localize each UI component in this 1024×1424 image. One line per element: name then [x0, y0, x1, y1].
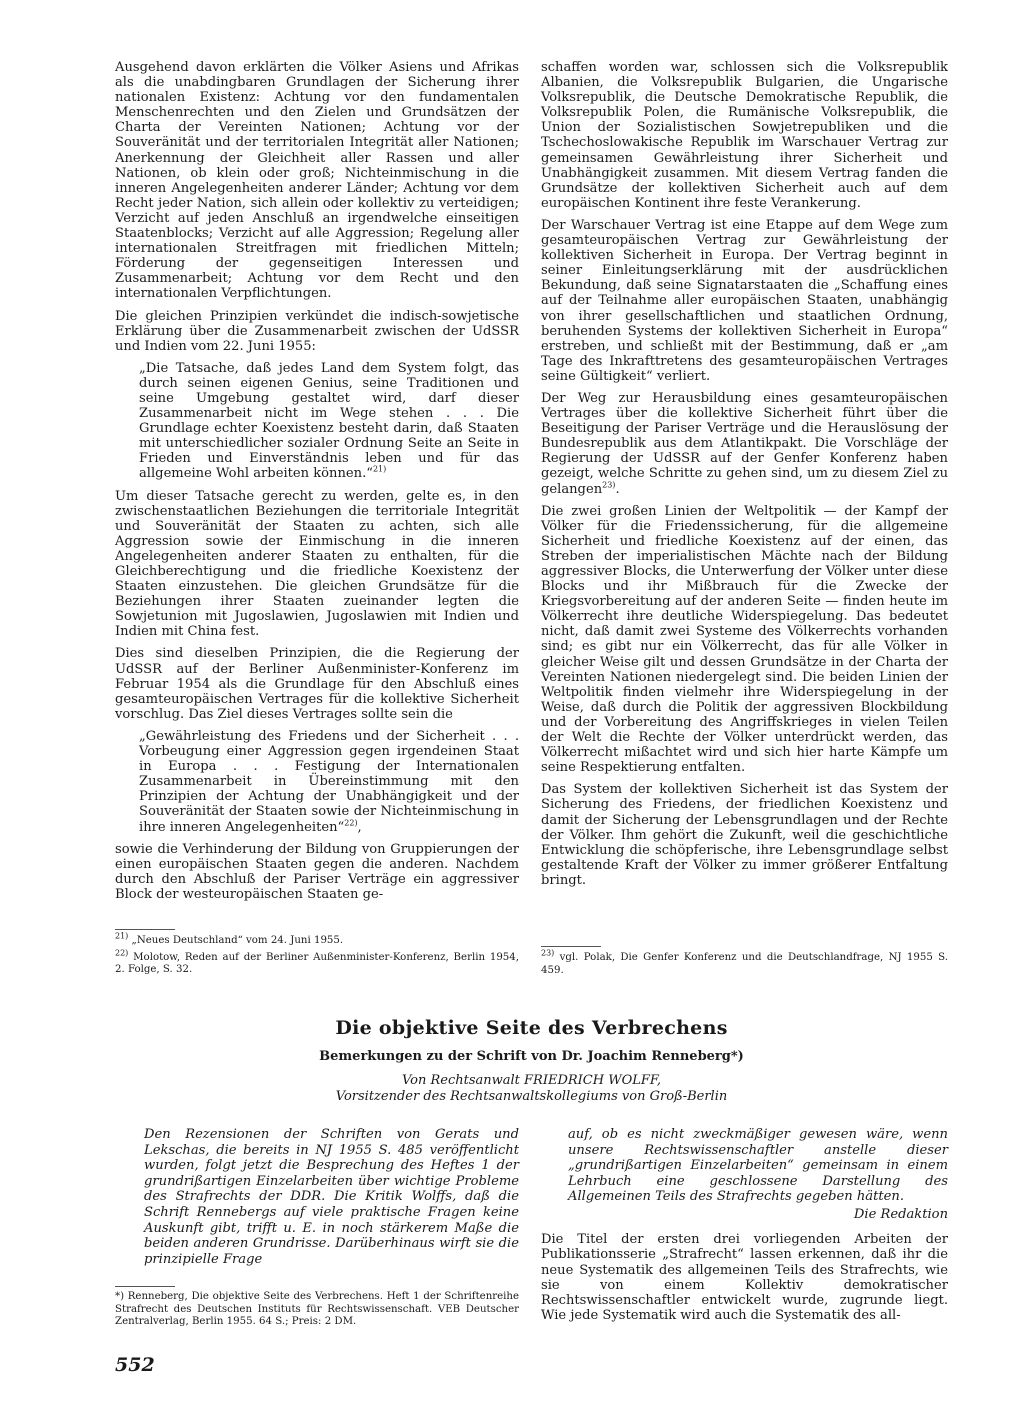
footnote-rule-star [115, 1286, 175, 1287]
author-name: Von Rechtsanwalt FRIEDRICH WOLFF, [401, 1073, 662, 1088]
footnote [115, 931, 519, 948]
article-title: Die objektive Seite des Verbrechens [335, 1017, 728, 1039]
footnote-rule-left [115, 929, 175, 930]
footnote-ref: 21) [372, 465, 387, 475]
footnote-text: Molotow, Reden auf der Berliner Außenminister-Konferenz, Berlin 1954, 2. Folge, S. 32. [115, 951, 519, 975]
footnote [541, 948, 948, 977]
article-body-start: Die Titel der ersten drei vorliegenden Arbeiten der Publikationsserie „Strafrecht“ lassen erkennen, daß ihr die neue Systematik des allgemeinen Teils des Strafrechts, wie sie von einem Kollektiv demokratischer Rechtswissenschaftler entwickelt wurde, zugrunde liegt. Wie jede Systematik wird auch die Systematik des all- [541, 1232, 948, 1324]
paragraph: Das System der kollektiven Sicherheit ist das System der Sicherung des Friedens, der friedlichen Koexistenz und damit der Sicherung der Lebensgrundlagen und der Rechte der Völker. Ihm gehört die Zukunft, weil die geschichtliche Entwicklung die schöpferische, ihre Lebensgrundlage selbst gestaltende Kraft der Völker zu immer größerer Entfaltung bringt. [541, 782, 948, 888]
footnote-text: vgl. Polak, Die Genfer Konferenz und die Deutschlandfrage, NJ 1955 S. 459. [541, 952, 948, 976]
footnotes-right [541, 948, 948, 981]
paragraph: Ausgehend davon erklärten die Völker Asiens und Afrikas als die unabdingbaren Grundlagen der Sicherung ihrer nationalen Existenz: Achtung vor den fundamentalen Menschenrechten und den Zielen und Grundsätzen der Charta der Vereinten Nationen; Achtung vor der Souveränität und der territorialen Integrität aller Nationen; Anerkennung der Gleichheit aller Rassen und aller Nationen, ob klein oder groß; Nichteinmischung in die inneren Angelegenheiten anderer Länder; Achtung vor dem Recht jeder Nation, sich allein oder kollektiv zu verteidigen; Verzicht auf jeden Anschluß an irgendwelche einseitigen Staatenblocks; Verzicht auf alle Aggression; Regelung aller internationalen Streitfragen mit friedlichen Mitteln; Förderung der gegenseitigen Interessen und Zusammenarbeit; Achtung vor dem Recht und den internationalen Verpflichtungen. [115, 60, 519, 302]
editorial-intro-left: Den Rezensionen der Schriften von Gerats und Lekschas, die bereits in NJ 1955 S. 485 veröffentlicht wurden, folgt jetzt die Besprechung des Heftes 1 der grundrißartigen Einzelarbeiten über wichtige Probleme des Strafrechts der DDR. Die Kritik Wolffs, daß die Schrift Rennebergs auf viele praktische Fragen keine Auskunft gibt, trifft u. E. in noch stärkerem Maße die beiden anderen Grundrisse. Darüberhinaus wirft sie die prinzipielle Frage [144, 1127, 519, 1267]
paragraph: Die zwei großen Linien der Weltpolitik — der Kampf der Völker für die Friedenssicherung, für die allgemeine Sicherheit und friedliche Koexistenz auf der einen, das Streben der imperialistischen Mächte nach der Bildung aggressiver Blocks, die Unterwerfung der Völker unter diese Blocks und ihr Mißbrauch für die Zwecke der Kriegsvorbereitung auf der anderen Seite — finden heute im Völkerrecht ihre deutliche Widerspiegelung. Das bedeutet nicht, daß damit zwei Systeme des Völkerrechts vorhanden sind; es gibt nur ein Völkerrecht, das für alle Völker in gleicher Weise gilt und dessen Grundsätze in der Charta der Vereinten Nationen niedergelegt sind. Die beiden Linien der Weltpolitik finden vielmehr ihre Widerspiegelung in der Weise, daß durch die Politik der aggressiven Blockbildung und der Vorbereitung des Angriffskrieges in vielen Teilen der Welt die Rechte der Völker unterdrückt werden, das Völkerrecht mißachtet wird und sich hier harte Kämpfe um seine Respektierung entfalten. [541, 503, 948, 776]
left-column [115, 60, 519, 902]
paragraph: Dies sind dieselben Prinzipien, die die Regierung der UdSSR auf der Berliner Außenminister-Konferenz im Februar 1954 als die Grundlage für den Abschluß eines gesamteuropäischen Vertrages für die kollektive Sicherheit vorschlug. Das Ziel dieses Vertrages sollte sein die [115, 646, 519, 722]
footnote-number: 22) [115, 948, 129, 958]
quote-text: „Gewährleistung des Friedens und der Sicherheit . . . Vorbeugung einer Aggression gegen irgendeinen Staat in Europa . . . Festigung der Internationalen Zusammenarbeit in Übereinstimmung mit den Prinzipien der Achtung der Unabhängigkeit und der Souveränität der Staaten sowie der Nichteinmischung in ihre inneren Angelegenheiten“ [139, 728, 519, 835]
editorial-signature: Die Redaktion [853, 1206, 948, 1222]
footnote [115, 948, 519, 977]
quotation [139, 729, 519, 835]
right-column [541, 60, 948, 895]
paragraph: Der Warschauer Vertrag ist eine Etappe auf dem Wege zum gesamteuropäischen Vertrag zur Gewährleistung der kollektiven Sicherheit in Europa. Der Vertrag beginnt in seiner Einleitungserklärung mit der ausdrücklichen Bekundung, daß seine Signatarstaaten die „Schaffung eines auf der Teilnahme aller europäischen Staaten, unabhängig von ihrer gesellschaftlichen und staatlichen Ordnung, beruhenden Systems der kollektiven Sicherheit in Europa“ erstreben, und schließt mit der Bestimmung, daß er „am Tage des Inkrafttretens des gesamteuropäischen Vertrages seine Gültigkeit“ verliert. [541, 217, 948, 384]
paragraph: schaffen worden war, schlossen sich die Volksrepublik Albanien, die Volksrepublik Bulgarien, die Ungarische Volksrepublik, die Deutsche Demokratische Republik, die Volksrepublik Polen, die Rumänische Volksrepublik, die Union der Sozialistischen Sowjetrepubliken und die Tschechoslowakische Republik im Warschauer Vertrag zur gemeinsamen Gewährleistung ihrer Sicherheit und Unabhängigkeit zusammen. Mit diesem Vertrag fanden die Grundsätze der kollektiven Sicherheit auch auf dem europäischen Kontinent ihre feste Verankerung. [541, 60, 948, 211]
paragraph: Die gleichen Prinzipien verkündet die indisch-sowjetische Erklärung über die Zusammenarbeit zwischen der UdSSR und Indien vom 22. Juni 1955: [115, 308, 519, 354]
editorial-intro-right [568, 1127, 948, 1223]
footnote-rule-right [541, 946, 601, 947]
page-number: 552 [115, 1354, 155, 1376]
paragraph-tail: . [615, 481, 620, 497]
author-role: Vorsitzender des Rechtsanwaltskollegiums von Groß-Berlin [335, 1089, 728, 1104]
paragraph-text: Der Weg zur Herausbildung eines gesamteuropäischen Vertrages über die kollektive Sicherheit führt über die Beseitigung der Pariser Verträge und die Herauslösung der Bundesrepublik aus dem Atlantikpakt. Die Vorschläge der Regierung der UdSSR auf der Genfer Konferenz haben gezeigt, welche Schritte zu gehen sind, um zu diesem Ziel zu gelangen [541, 390, 948, 497]
footnote-number: 23) [541, 948, 555, 958]
footnote-text: „Neues Deutschland“ vom 24. Juni 1955. [128, 935, 344, 946]
paragraph: sowie die Verhinderung der Bildung von Gruppierungen der einen europäischen Staaten gegen die anderen. Nachdem durch den Abschluß der Pariser Verträge ein aggressiver Block der westeuropäischen Staaten ge- [115, 841, 519, 902]
editorial-intro-text: auf, ob es nicht zweckmäßiger gewesen wäre, wenn unsere Rechtswissenschaftler anstelle dieser „grundrißartigen Einzelarbeiten“ gemeinsam in einem Lehrbuch eine geschlossene Darstellung des Allgemeinen Teils des Strafrechts gegeben hätten. [568, 1127, 948, 1205]
quotation [139, 361, 519, 482]
footnote-ref: 23) [602, 480, 616, 490]
paragraph [541, 391, 948, 497]
footnotes-left [115, 931, 519, 981]
paragraph: Um dieser Tatsache gerecht zu werden, gelte es, in den zwischenstaatlichen Beziehungen die territoriale Integrität und Souveränität der Staaten zu achten, sich alle Aggression sowie der Einmischung in die inneren Angelegenheiten anderer Staaten zu enthalten, für die Gleichberechtigung und die friedliche Koexistenz der Staaten einzustehen. Die gleichen Grundsätze für die Beziehungen ihrer Staaten zueinander legten die Sowjetunion mit Jugoslawien, Jugoslawien mit Indien und Indien mit China fest. [115, 488, 519, 640]
article-subtitle: Bemerkungen zu der Schrift von Dr. Joachim Renneberg*) [319, 1049, 744, 1064]
quote-text: „Die Tatsache, daß jedes Land dem System folgt, das durch seinen eigenen Genius, seine Traditionen und seine Umgebung gestaltet wird, darf dieser Zusammenarbeit nicht im Wege stehen . . . Die Grundlage echter Koexistenz besteht darin, daß Staaten mit unterschiedlicher sozialer Ordnung Seite an Seite in Frieden und Einverständnis leben und für das allgemeine Wohl arbeiten können.“ [139, 360, 519, 482]
quote-tail: , [357, 819, 362, 835]
footnote-number: 21) [115, 931, 129, 941]
footnote-ref: 22) [344, 818, 358, 828]
byline [115, 1073, 948, 1105]
article-footnote: *) Renneberg, Die objektive Seite des Verbrechens. Heft 1 der Schriftenreihe Strafrecht des Deutschen Instituts für Rechtswissenschaft. VEB Deutscher Zentralverlag, Berlin 1955. 64 S.; Preis: 2 DM. [115, 1291, 519, 1327]
